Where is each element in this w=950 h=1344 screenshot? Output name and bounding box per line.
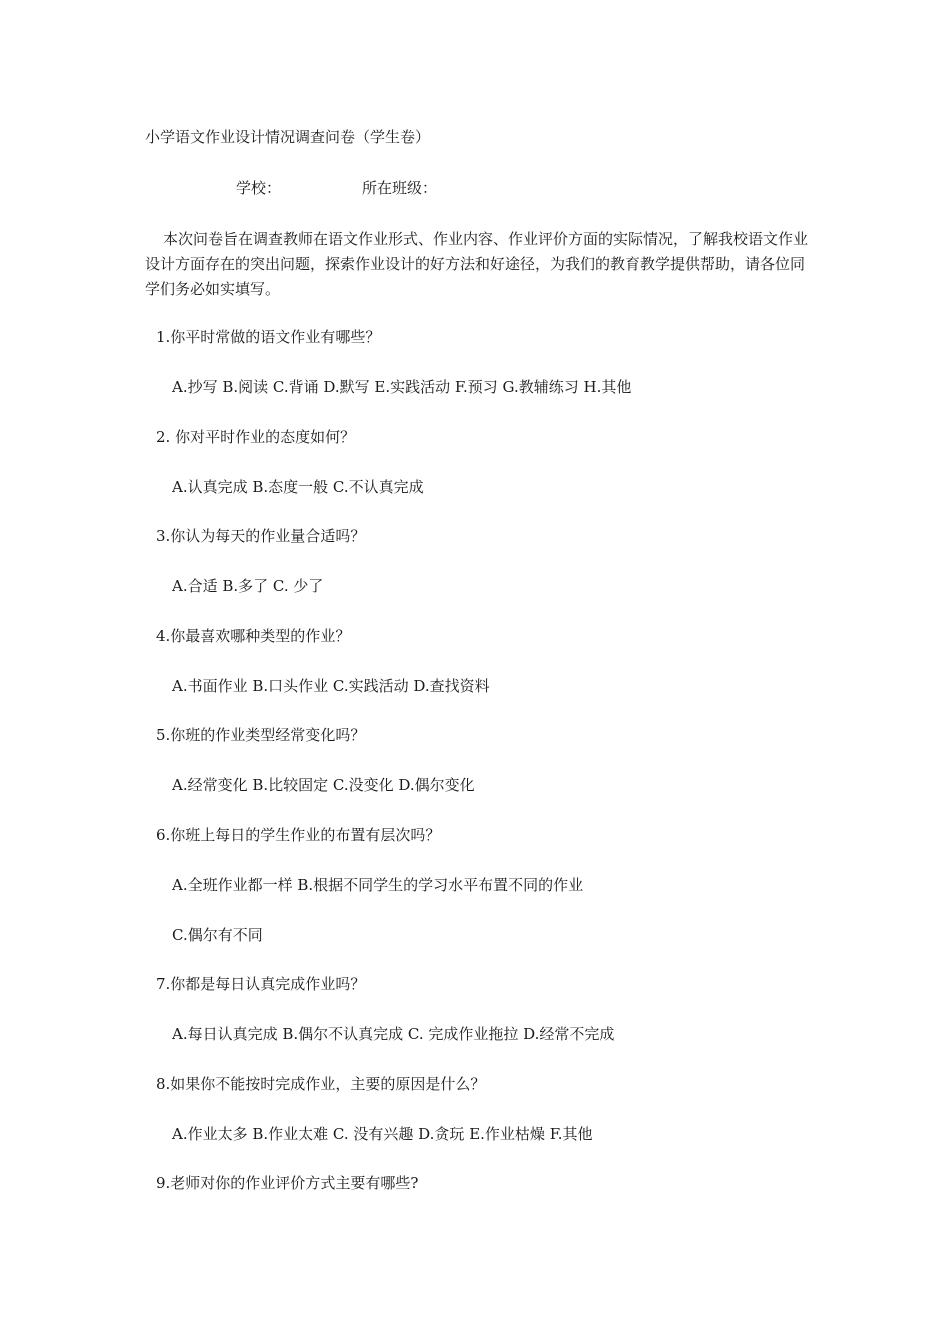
school-class-row	[236, 178, 438, 198]
question-4-options: A.书面作业 B.口头作业 C.实践活动 D.查找资料	[172, 677, 490, 695]
question-9: 9.老师对你的作业评价方式主要有哪些?	[156, 1174, 419, 1192]
question-7: 7.你都是每日认真完成作业吗？	[156, 975, 366, 993]
question-7-options: A.每日认真完成 B.偶尔不认真完成 C. 完成作业拖拉 D.经常不完成	[172, 1025, 615, 1043]
class-label: 所在班级：	[362, 179, 438, 197]
question-8: 8.如果你不能按时完成作业，主要的原因是什么？	[156, 1075, 486, 1093]
question-6-options-line-1: A.全班作业都一样 B.根据不同学生的学习水平布置不同的作业	[172, 876, 584, 894]
school-label: 学校：	[236, 179, 282, 197]
question-6-options-line-2: C.偶尔有不同	[172, 926, 263, 944]
question-2-options: A.认真完成 B.态度一般 C.不认真完成	[172, 478, 424, 496]
question-6: 6.你班上每日的学生作业的布置有层次吗？	[156, 826, 441, 844]
question-5: 5.你班的作业类型经常变化吗？	[156, 726, 366, 744]
question-2: 2. 你对平时作业的态度如何？	[156, 428, 356, 446]
intro-paragraph: 本次问卷旨在调查教师在语文作业形式、作业内容、作业评价方面的实际情况，了解我校语文作业设计方面存在的突出问题，探索作业设计的好方法和好途径，为我们的教育教学提供帮助，请各位同学们务必如实填写。	[145, 230, 809, 298]
question-1: 1.你平时常做的语文作业有哪些？	[156, 328, 381, 346]
question-1-options: A.抄写 B.阅读 C.背诵 D.默写 E.实践活动 F.预习 G.教辅练习 H.其他	[172, 378, 632, 396]
question-8-options: A.作业太多 B.作业太难 C. 没有兴趣 D.贪玩 E.作业枯燥 F.其他	[172, 1125, 593, 1143]
question-3: 3.你认为每天的作业量合适吗？	[156, 527, 366, 545]
question-3-options: A.合适 B.多了 C. 少了	[172, 577, 324, 595]
question-5-options: A.经常变化 B.比较固定 C.没变化 D.偶尔变化	[172, 776, 475, 794]
question-4: 4.你最喜欢哪种类型的作业？	[156, 627, 351, 645]
document-title: 小学语文作业设计情况调查问卷（学生卷）	[145, 128, 431, 146]
